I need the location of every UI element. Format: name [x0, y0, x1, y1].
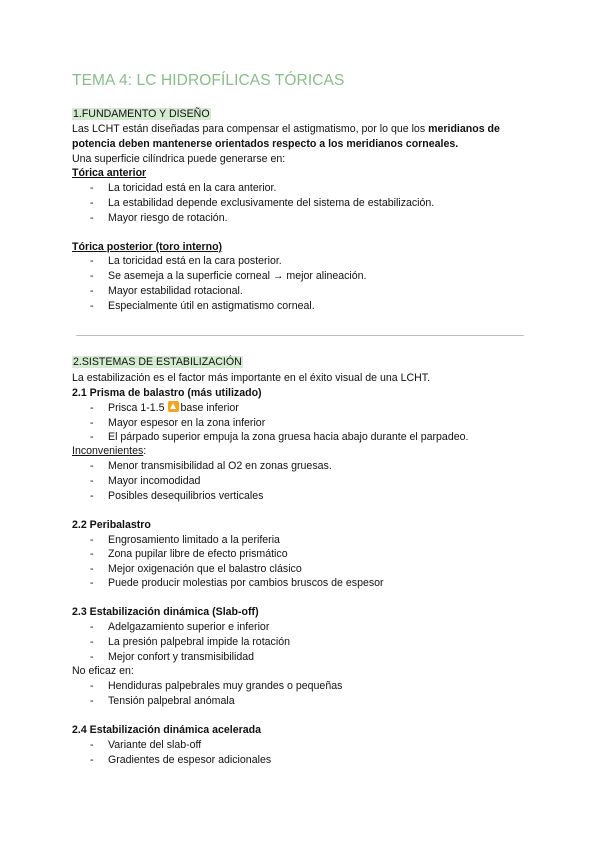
subheading-2-2: 2.2 Peribalastro	[72, 519, 151, 531]
section-1-heading: 1.FUNDAMENTO Y DISEÑO	[73, 108, 210, 120]
section-2-heading: 2.SISTEMAS DE ESTABILIZACIÓN	[73, 356, 242, 368]
subheading-2-4: 2.4 Estabilización dinámica acelerada	[72, 724, 262, 736]
page-title: TEMA 4: LC HIDROFÍLICAS TÓRICAS	[72, 72, 345, 89]
paragraph-line: No eficaz en:	[72, 665, 134, 677]
subheading-2-3: 2.3 Estabilización dinámica (Slab-off)	[72, 606, 259, 618]
paragraph-line: Las LCHT están diseñadas para compensar el astigmatismo, por lo que los meridianos de	[72, 123, 500, 135]
subheading-2-1: 2.1 Prisma de balastro (más utilizado)	[72, 387, 262, 399]
subheading-torica-posterior: Tórica posterior (toro interno)	[72, 241, 223, 253]
subheading-inconvenientes: Inconvenientes:	[72, 445, 147, 457]
paragraph-line: La estabilización es el factor más importante en el éxito visual de una LCHT.	[72, 372, 431, 384]
subheading-torica-anterior: Tórica anterior	[72, 167, 147, 179]
paragraph-line: Una superficie cilíndrica puede generarse en:	[72, 153, 286, 165]
paragraph-line: potencia deben mantenerse orientados respecto a los meridianos corneales.	[72, 138, 459, 150]
warning-icon	[168, 401, 179, 412]
horizontal-divider	[76, 335, 524, 336]
